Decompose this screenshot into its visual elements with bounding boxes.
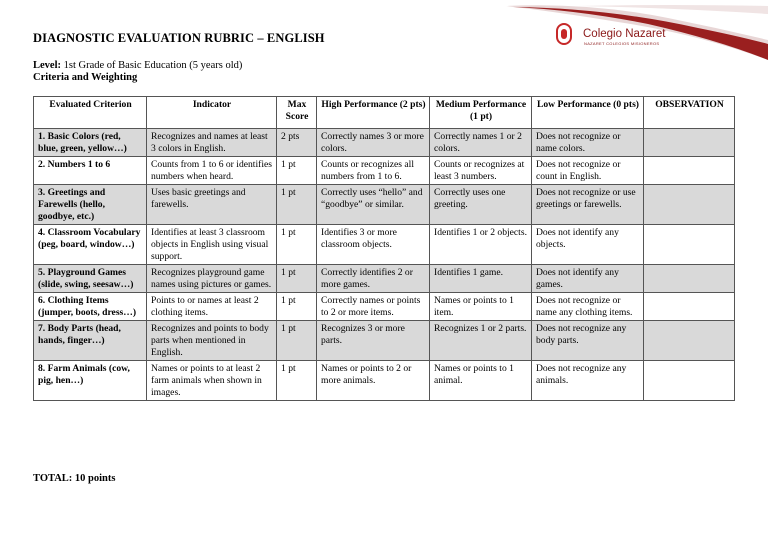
cell-high: Counts or recognizes all numbers from 1 to 6. <box>317 156 430 184</box>
cell-low: Does not recognize or name colors. <box>532 129 644 157</box>
logo-subtitle: NAZARET COLEGIOS MISIONEROS <box>584 41 660 46</box>
cell-criterion: 3. Greetings and Farewells (hello, goodbye, etc.) <box>34 184 147 224</box>
cell-medium: Names or points to 1 animal. <box>430 360 532 400</box>
table-row <box>34 224 735 264</box>
table-header-row <box>34 97 735 129</box>
total-points: TOTAL: 10 points <box>33 473 116 484</box>
cell-indicator: Uses basic greetings and farewells. <box>147 184 277 224</box>
cell-high: Names or points to 2 or more animals. <box>317 360 430 400</box>
col-header-max-score: Max Score <box>277 97 317 129</box>
cell-criterion: 1. Basic Colors (red, blue, green, yellow…) <box>34 129 147 157</box>
cell-high: Correctly uses “hello” and “goodbye” or similar. <box>317 184 430 224</box>
level-label: Level: <box>33 60 61 71</box>
cell-score: 1 pt <box>277 184 317 224</box>
cell-observation[interactable] <box>644 292 735 320</box>
cell-observation[interactable] <box>644 360 735 400</box>
cell-observation[interactable] <box>644 156 735 184</box>
cell-score: 1 pt <box>277 156 317 184</box>
table-row <box>34 264 735 292</box>
cell-criterion: 2. Numbers 1 to 6 <box>34 156 147 184</box>
cell-medium: Recognizes 1 or 2 parts. <box>430 320 532 360</box>
col-header-observation: OBSERVATION <box>644 97 735 129</box>
logo-name: Colegio Nazaret <box>583 28 666 40</box>
cell-medium: Counts or recognizes at least 3 numbers. <box>430 156 532 184</box>
cell-score: 1 pt <box>277 320 317 360</box>
cell-low: Does not identify any objects. <box>532 224 644 264</box>
cell-low: Does not recognize or use greetings or farewells. <box>532 184 644 224</box>
table-row <box>34 320 735 360</box>
cell-low: Does not recognize any body parts. <box>532 320 644 360</box>
level-line <box>33 60 242 71</box>
cell-criterion: 8. Farm Animals (cow, pig, hen…) <box>34 360 147 400</box>
cell-high: Correctly names 3 or more colors. <box>317 129 430 157</box>
col-header-medium: Medium Performance (1 pt) <box>430 97 532 129</box>
cell-observation[interactable] <box>644 224 735 264</box>
cell-high: Identifies 3 or more classroom objects. <box>317 224 430 264</box>
cell-observation[interactable] <box>644 320 735 360</box>
cell-high: Correctly names or points to 2 or more items. <box>317 292 430 320</box>
cell-score: 1 pt <box>277 264 317 292</box>
cell-low: Does not identify any games. <box>532 264 644 292</box>
cell-medium: Names or points to 1 item. <box>430 292 532 320</box>
cell-criterion: 5. Playground Games (slide, swing, seesaw…) <box>34 264 147 292</box>
table-row <box>34 184 735 224</box>
rubric-table <box>33 96 735 401</box>
cell-indicator: Identifies at least 3 classroom objects in English using visual support. <box>147 224 277 264</box>
page-title: DIAGNOSTIC EVALUATION RUBRIC – ENGLISH <box>33 31 325 45</box>
cell-low: Does not recognize or count in English. <box>532 156 644 184</box>
cell-observation[interactable] <box>644 129 735 157</box>
col-header-criterion: Evaluated Criterion <box>34 97 147 129</box>
cell-low: Does not recognize or name any clothing items. <box>532 292 644 320</box>
cell-medium: Correctly names 1 or 2 colors. <box>430 129 532 157</box>
col-header-indicator: Indicator <box>147 97 277 129</box>
table-row <box>34 129 735 157</box>
cell-high: Correctly identifies 2 or more games. <box>317 264 430 292</box>
cell-medium: Identifies 1 or 2 objects. <box>430 224 532 264</box>
cell-indicator: Counts from 1 to 6 or identifies numbers when heard. <box>147 156 277 184</box>
col-header-high: High Performance (2 pts) <box>317 97 430 129</box>
cell-score: 2 pts <box>277 129 317 157</box>
table-row <box>34 156 735 184</box>
cell-criterion: 6. Clothing Items (jumper, boots, dress…) <box>34 292 147 320</box>
cell-indicator: Recognizes and names at least 3 colors in English. <box>147 129 277 157</box>
col-header-low: Low Performance (0 pts) <box>532 97 644 129</box>
cell-low: Does not recognize any animals. <box>532 360 644 400</box>
level-value: 1st Grade of Basic Education (5 years old) <box>63 60 243 71</box>
cell-criterion: 4. Classroom Vocabulary (peg, board, window…) <box>34 224 147 264</box>
cell-score: 1 pt <box>277 224 317 264</box>
cell-criterion: 7. Body Parts (head, hands, finger…) <box>34 320 147 360</box>
cell-indicator: Recognizes playground game names using pictures or games. <box>147 264 277 292</box>
cell-observation[interactable] <box>644 184 735 224</box>
cell-indicator: Points to or names at least 2 clothing items. <box>147 292 277 320</box>
table-row <box>34 292 735 320</box>
table-row <box>34 360 735 400</box>
cell-high: Recognizes 3 or more parts. <box>317 320 430 360</box>
cell-observation[interactable] <box>644 264 735 292</box>
cell-medium: Identifies 1 game. <box>430 264 532 292</box>
cell-score: 1 pt <box>277 292 317 320</box>
criteria-heading: Criteria and Weighting <box>33 72 138 83</box>
cell-medium: Correctly uses one greeting. <box>430 184 532 224</box>
cell-score: 1 pt <box>277 360 317 400</box>
cell-indicator: Names or points to at least 2 farm animals when shown in images. <box>147 360 277 400</box>
cell-indicator: Recognizes and points to body parts when mentioned in English. <box>147 320 277 360</box>
